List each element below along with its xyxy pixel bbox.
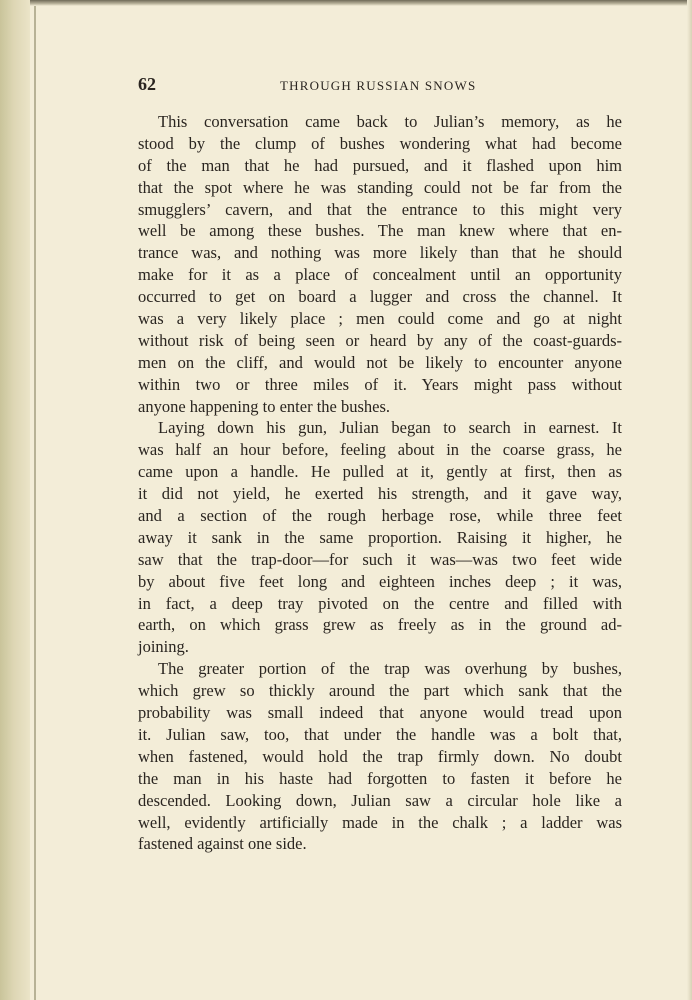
text-line: descended. Looking down, Julian saw a circular hole like a [138, 790, 622, 810]
page-header [138, 74, 490, 98]
page-top-edge [30, 0, 692, 6]
text-line: well be among these bushes. The man knew where that en- [138, 221, 622, 241]
text-line: came upon a handle. He pulled at it, gently at first, then as [138, 462, 622, 482]
text-line: Laying down his gun, Julian began to search in earnest. It [158, 418, 622, 438]
paragraph-1 [138, 111, 622, 417]
text-line: probability was small indeed that anyone would tread upon [138, 703, 622, 723]
text-line: saw that the trap-door—for such it was—was two feet wide [138, 549, 622, 569]
text-line: stood by the clump of bushes wondering what had become [138, 133, 622, 153]
text-line: when fastened, would hold the trap firmly down. No doubt [138, 746, 622, 766]
text-line: earth, on which grass grew as freely as in the ground ad- [138, 615, 622, 635]
text-line: make for it as a place of concealment until an opportunity [138, 265, 622, 285]
text-line: was a very likely place ; men could come and go at night [138, 309, 622, 329]
text-line: trance was, and nothing was more likely than that he should [138, 243, 622, 263]
text-line: The greater portion of the trap was overhung by bushes, [158, 659, 622, 679]
gutter-line [34, 0, 36, 1000]
text-line: away it sank in the same proportion. Raising it higher, he [138, 527, 622, 547]
running-title: THROUGH RUSSIAN SNOWS [280, 78, 477, 93]
text-line: This conversation came back to Julian’s memory, as he [158, 112, 622, 131]
text-line: by about five feet long and eighteen inches deep ; it was, [138, 571, 622, 591]
text-line: in fact, a deep tray pivoted on the centre and filled with [138, 593, 622, 613]
text-line: anyone happening to enter the bushes. [138, 396, 391, 416]
text-line: the man in his haste had forgotten to fasten it before he [138, 768, 622, 788]
page-number: 62 [138, 74, 156, 94]
paragraph-3 [138, 658, 622, 855]
text-line: occurred to get on board a lugger and cross the channel. It [138, 287, 622, 307]
text-line: of the man that he had pursued, and it flashed upon him [138, 155, 622, 175]
text-line: and a section of the rough herbage rose, while three feet [138, 506, 622, 526]
text-line: that the spot where he was standing could not be far from the [138, 177, 622, 197]
text-line: without risk of being seen or heard by any of the coast-guards- [138, 330, 622, 350]
text-line: which grew so thickly around the part which sank that the [138, 681, 622, 701]
text-line: joining. [138, 637, 189, 657]
text-line: men on the cliff, and would not be likely to encounter anyone [138, 352, 622, 372]
paragraph-2 [138, 417, 622, 658]
text-line: it. Julian saw, too, that under the handle was a bolt that, [138, 724, 622, 744]
text-line: within two or three miles of it. Years might pass without [138, 374, 622, 394]
text-line: smugglers’ cavern, and that the entrance to this might very [138, 199, 622, 219]
text-line: fastened against one side. [138, 834, 307, 854]
text-line: it did not yield, he exerted his strength, and it gave way, [138, 484, 622, 504]
text-line: was half an hour before, feeling about in the coarse grass, he [138, 440, 622, 460]
page-right-edge [687, 0, 692, 1000]
text-line: well, evidently artificially made in the chalk ; a ladder was [138, 812, 622, 832]
body-text [138, 111, 622, 855]
book-spine-shadow [0, 0, 30, 1000]
